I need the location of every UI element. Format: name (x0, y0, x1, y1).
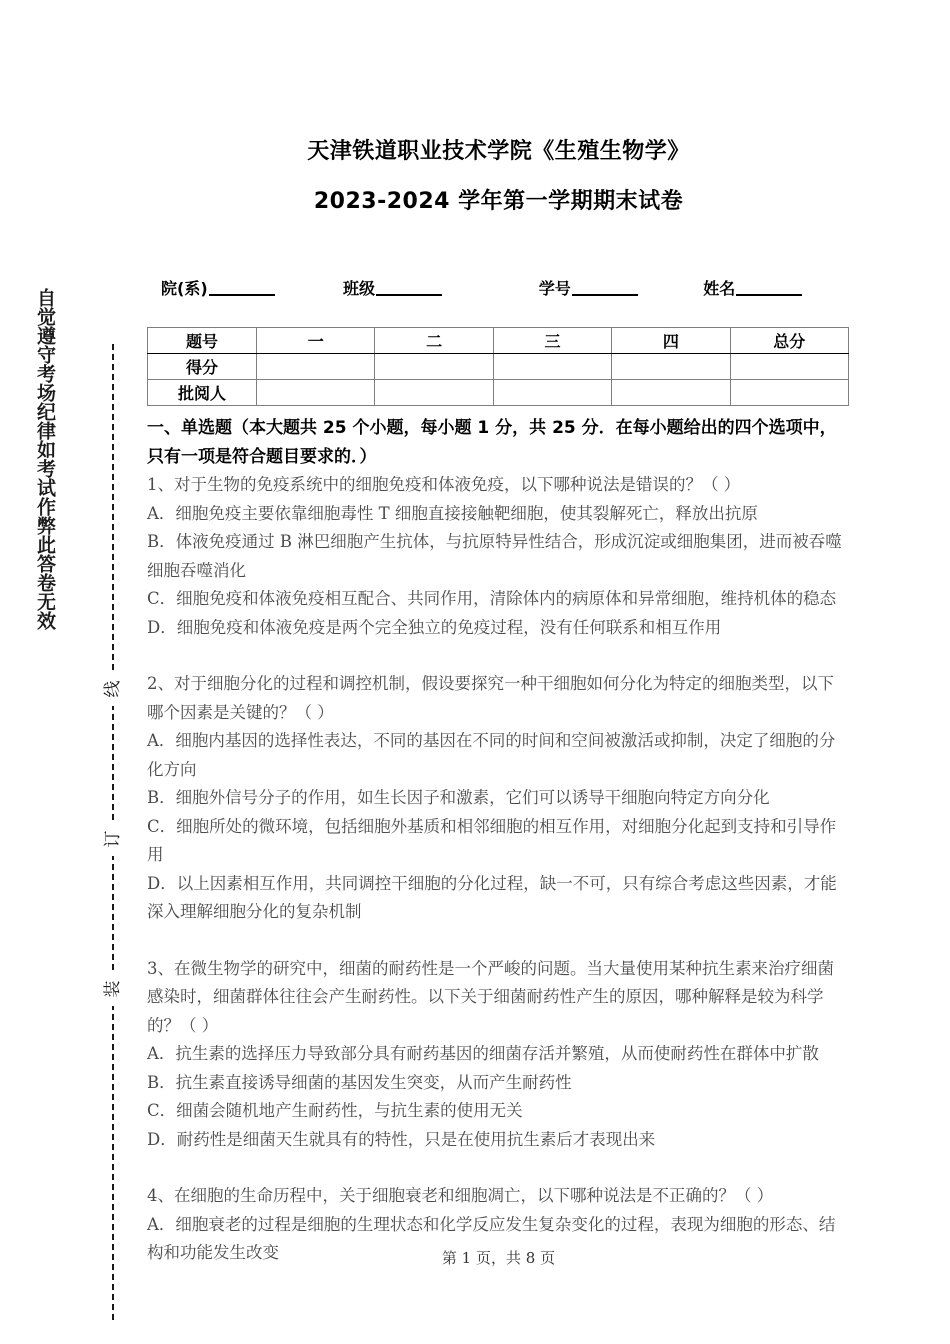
score-table-row-label: 题号 (148, 328, 257, 354)
question-option[interactable]: C．细菌会随机地产生耐药性，与抗生素的使用无关 (147, 1101, 523, 1120)
question-option[interactable]: B．体液免疫通过 B 淋巴细胞产生抗体，与抗原特异性结合，形成沉淀或细胞集团，进而被吞噬细胞吞噬消化 (147, 532, 842, 580)
question-stem: 2、对于细胞分化的过程和调控机制，假设要探究一种干细胞如何分化为特定的细胞类型，以下哪个因素是关键的？（ ） (147, 674, 834, 722)
table-row-scores (148, 354, 849, 380)
question-option[interactable]: A．细胞免疫主要依靠细胞毒性 T 细胞直接接触靶细胞，使其裂解死亡，释放出抗原 (147, 503, 758, 523)
question-block-1 (147, 471, 850, 642)
question-spacer (147, 927, 850, 955)
field-class (343, 276, 539, 299)
field-department-blank[interactable] (209, 294, 275, 296)
question-stem: 4、在细胞的生命历程中，关于细胞衰老和细胞凋亡，以下哪种说法是不正确的？（ ） (147, 1186, 774, 1205)
binding-mark-zhuang: 装 (96, 972, 130, 1006)
question-option[interactable]: A．细胞衰老的过程是细胞的生理状态和化学反应发生复杂变化的过程，表现为细胞的形态、结构和功能发生改变 (147, 1214, 836, 1262)
score-table-cell[interactable] (375, 380, 493, 406)
score-table-cell[interactable] (493, 380, 611, 406)
student-identification-fields (147, 276, 850, 299)
score-table-row-label: 批阅人 (148, 380, 257, 406)
question-option[interactable]: A．细胞内基因的选择性表达，不同的基因在不同的时间和空间被激活或抑制，决定了细胞的分化方向 (147, 731, 836, 779)
score-table-cell: 四 (612, 328, 730, 354)
question-option[interactable]: B．细胞外信号分子的作用，如生长因子和激素，它们可以诱导干细胞向特定方向分化 (147, 788, 770, 807)
question-block-3 (147, 955, 850, 1155)
score-table-cell: 总分 (730, 328, 848, 354)
field-student-id-blank[interactable] (572, 294, 638, 296)
questions-container (147, 414, 850, 1268)
binding-mark-ding: 订 (96, 822, 130, 856)
question-option[interactable]: D．以上因素相互作用，共同调控干细胞的分化过程，缺一不可，只有综合考虑这些因素，才能深入理解细胞分化的复杂机制 (147, 873, 837, 921)
section-heading-single-choice: 一、单选题（本大题共 25 个小题，每小题 1 分，共 25 分．在每小题给出的四个选项中，只有一项是符合题目要求的．） (147, 418, 837, 467)
exam-discipline-warning-text: 自觉遵守考场纪律如考试作弊此答卷无效 (34, 288, 56, 630)
binding-margin (0, 0, 140, 1344)
field-student-name-label: 姓名 (703, 279, 736, 298)
question-spacer (147, 642, 850, 670)
field-class-label: 班级 (343, 279, 376, 298)
field-class-blank[interactable] (376, 294, 442, 296)
document-title-block (147, 134, 850, 220)
binding-mark-xian: 线 (96, 672, 130, 706)
question-option[interactable]: C．细胞免疫和体液免疫相互配合、共同作用，清除体内的病原体和异常细胞，维持机体的稳态 (147, 589, 837, 608)
score-table-cell[interactable] (730, 354, 848, 380)
score-table-cell[interactable] (612, 354, 730, 380)
score-table-cell: 三 (493, 328, 611, 354)
field-department-label: 院(系) (161, 279, 208, 298)
score-table-cell[interactable] (612, 380, 730, 406)
table-row-graders (148, 380, 849, 406)
field-department (161, 276, 343, 299)
question-option[interactable]: B．抗生素直接诱导细菌的基因发生突变，从而产生耐药性 (147, 1072, 572, 1092)
question-spacer (147, 1154, 850, 1182)
question-stem: 3、在微生物学的研究中，细菌的耐药性是一个严峻的问题。当大量使用某种抗生素来治疗细菌感染时，细菌群体往往会产生耐药性。以下关于细菌耐药性产生的原因，哪种解释是较为科学的？（ ） (147, 958, 834, 1035)
field-student-id-label: 学号 (538, 279, 571, 298)
page-footer: 第 1 页，共 8 页 (441, 1249, 556, 1267)
score-table-cell: 二 (375, 328, 493, 354)
score-table (147, 327, 849, 406)
page-body (147, 0, 850, 1268)
question-block-2 (147, 670, 850, 927)
field-student-id (539, 276, 703, 299)
question-option[interactable]: A．抗生素的选择压力导致部分具有耐药基因的细菌存活并繁殖，从而使耐药性在群体中扩散 (147, 1044, 819, 1063)
document-title-line-2: 2023-2024 学年第一学期期末试卷 (313, 189, 684, 214)
score-table-row-label: 得分 (148, 354, 257, 380)
score-table-cell: 一 (257, 328, 375, 354)
field-student-name (703, 276, 850, 299)
question-option[interactable]: C．细胞所处的微环境，包括细胞外基质和相邻细胞的相互作用，对细胞分化起到支持和引导作用 (147, 816, 837, 864)
document-title-line-1: 天津铁道职业技术学院《生殖生物学》 (307, 139, 690, 164)
table-row-question-numbers (148, 328, 849, 354)
score-table-cell[interactable] (493, 354, 611, 380)
question-option[interactable]: D．细胞免疫和体液免疫是两个完全独立的免疫过程，没有任何联系和相互作用 (147, 617, 722, 637)
score-table-cell[interactable] (257, 380, 375, 406)
score-table-cell[interactable] (257, 354, 375, 380)
question-option[interactable]: D．耐药性是细菌天生就具有的特性，只是在使用抗生素后才表现出来 (147, 1129, 656, 1149)
score-table-cell[interactable] (730, 380, 848, 406)
field-student-name-blank[interactable] (736, 294, 802, 296)
question-stem: 1、对于生物的免疫系统中的细胞免疫和体液免疫，以下哪种说法是错误的？（ ） (147, 475, 741, 494)
score-table-cell[interactable] (375, 354, 493, 380)
